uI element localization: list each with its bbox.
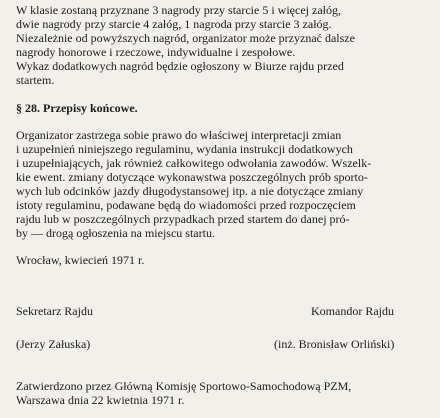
awards-line-2: dwie nagrody przy starcie 4 załóg, 1 nagroda przy starcie 3 załóg.	[16, 17, 332, 31]
final-line-6: istoty regulaminu, podawane będą do wiadomości przed rozpoczęciem	[16, 198, 356, 212]
final-line-2: i uzupełnień niniejszego regulaminu, wydania instrukcji dodatkowych	[16, 142, 353, 156]
secretary-title: Sekretarz Rajdu	[16, 304, 93, 318]
awards-line-3: Niezależnie od powyższych nagród, organizator może przyznać dalsze	[16, 31, 355, 45]
awards-line-1: W klasie zostaną przyznane 3 nagrody przy starcie 5 i więcej załóg,	[16, 3, 341, 17]
approval-line-1: Zatwierdzono przez Główną Komisję Sportowo-Samochodową PZM,	[16, 379, 352, 393]
final-line-7: rajdu lub w poszczególnych przypadkach przed startem do danej pró-	[16, 212, 350, 226]
approval-line-2: Warszawa dnia 22 kwietnia 1971 r.	[16, 393, 185, 407]
awards-line-4: nagrody honorowe i rzeczowe, indywidualne i zespołowe.	[16, 45, 296, 59]
final-line-8: by — drogą ogłoszenia na miejscu startu.	[16, 226, 215, 240]
final-line-1: Organizator zastrzega sobie prawo do właściwej interpretacji zmian	[16, 128, 342, 142]
final-line-5: wych lub odcinków jazdy długodystansowej itp. a nie dotyczące zmiany	[16, 184, 364, 198]
final-line-4: kie ewent. zmiany dotyczące wykonawstwa poszczególnych prób sporto-	[16, 170, 368, 184]
awards-line-5: Wykaz dodatkowych nagród będzie ogłoszony w Biurze rajdu przed	[16, 59, 344, 73]
commander-title: Komandor Rajdu	[311, 304, 394, 318]
place-date: Wrocław, kwiecień 1971 r.	[16, 253, 145, 267]
commander-name: (inż. Bronisław Orliński)	[274, 337, 395, 351]
awards-line-6: startem.	[16, 73, 55, 87]
secretary-name: (Jerzy Załuska)	[16, 337, 91, 351]
final-line-3: i uzupełniających, jak również całkowitego odwołania zawodów. Wszelk-	[16, 156, 372, 170]
section-heading: § 28. Przepisy końcowe.	[16, 101, 138, 115]
